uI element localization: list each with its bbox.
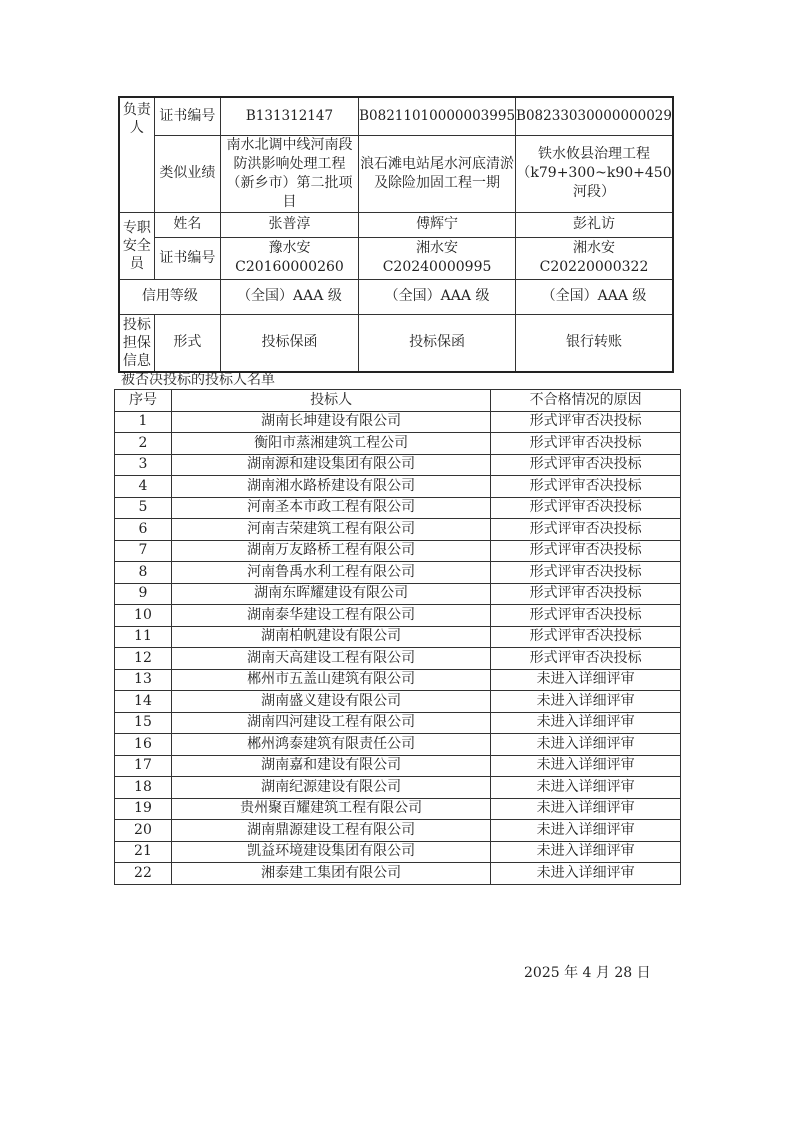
table-row	[115, 777, 681, 799]
row-reason: 形式评审否决投标	[491, 605, 681, 627]
row-reason: 未进入详细评审	[491, 669, 681, 691]
safety-cert-1-line2: C20160000260	[235, 259, 344, 275]
credit-value-2: （全国）AAA 级	[359, 279, 516, 314]
table-row	[115, 669, 681, 691]
guarantee-value-1: 投标保函	[220, 314, 358, 372]
safety-cert-3-line2: C20220000322	[539, 259, 649, 275]
row-index: 6	[115, 519, 172, 541]
row-bidder: 湖南纪源建设有限公司	[171, 777, 490, 799]
row-reason: 未进入详细评审	[491, 734, 681, 756]
credit-value-1: （全国）AAA 级	[220, 279, 358, 314]
row-bidder: 湖南源和建设集团有限公司	[171, 454, 490, 476]
safety-cert-2	[359, 237, 516, 279]
safety-name-row	[119, 212, 673, 237]
safety-officer-label: 专职安全员	[119, 212, 154, 279]
row-index: 17	[115, 755, 172, 777]
similar-project-1: 南水北调中线河南段防洪影响处理工程（新乡市）第二批项目	[220, 135, 358, 212]
row-bidder: 湘泰建工集团有限公司	[171, 863, 490, 885]
row-reason: 形式评审否决投标	[491, 519, 681, 541]
guarantee-value-3: 银行转账	[516, 314, 673, 372]
row-bidder: 湖南天高建设工程有限公司	[171, 648, 490, 670]
row-bidder: 河南吉荣建筑工程有限公司	[171, 519, 490, 541]
similar-projects-row	[119, 135, 673, 212]
credit-label: 信用等级	[119, 279, 220, 314]
cert-no-3: B08233030000000029	[516, 97, 673, 135]
row-bidder: 湖南嘉和建设有限公司	[171, 755, 490, 777]
row-reason: 形式评审否决投标	[491, 540, 681, 562]
row-bidder: 凯益环境建设集团有限公司	[171, 841, 490, 863]
row-reason: 未进入详细评审	[491, 755, 681, 777]
project-manager-table	[118, 96, 674, 373]
row-index: 15	[115, 712, 172, 734]
table-row	[115, 755, 681, 777]
row-bidder: 湖南万友路桥工程有限公司	[171, 540, 490, 562]
row-index: 21	[115, 841, 172, 863]
guarantee-label: 投标担保信息	[119, 314, 154, 372]
table-row	[115, 648, 681, 670]
row-index: 1	[115, 411, 172, 433]
table-row	[115, 605, 681, 627]
guarantee-row	[119, 314, 673, 372]
table-row	[115, 626, 681, 648]
row-bidder: 湖南四河建设工程有限公司	[171, 712, 490, 734]
row-reason: 形式评审否决投标	[491, 497, 681, 519]
row-bidder: 郴州市五盖山建筑有限公司	[171, 669, 490, 691]
safety-name-2: 傅辉宁	[359, 212, 516, 237]
row-reason: 形式评审否决投标	[491, 411, 681, 433]
similar-label: 类似业绩	[154, 135, 220, 212]
safety-cert-label: 证书编号	[154, 237, 220, 279]
row-bidder: 湖南长坤建设有限公司	[171, 411, 490, 433]
table-row	[115, 863, 681, 885]
row-reason: 未进入详细评审	[491, 798, 681, 820]
row-bidder: 湖南柏帆建设有限公司	[171, 626, 490, 648]
table-row	[115, 497, 681, 519]
row-index: 2	[115, 433, 172, 455]
row-bidder: 河南鲁禹水利工程有限公司	[171, 562, 490, 584]
table-row	[115, 562, 681, 584]
row-index: 11	[115, 626, 172, 648]
row-reason: 未进入详细评审	[491, 820, 681, 842]
safety-name-3: 彭礼访	[516, 212, 673, 237]
row-bidder: 湖南泰华建设工程有限公司	[171, 605, 490, 627]
credit-value-3: （全国）AAA 级	[516, 279, 673, 314]
document-date: 2025 年 4 月 28 日	[524, 965, 651, 981]
row-index: 16	[115, 734, 172, 756]
row-bidder: 河南圣本市政工程有限公司	[171, 497, 490, 519]
row-bidder: 湖南东晖耀建设有限公司	[171, 583, 490, 605]
table-row	[115, 433, 681, 455]
table-row	[115, 411, 681, 433]
row-bidder: 郴州鸿泰建筑有限责任公司	[171, 734, 490, 756]
cert-no-row	[119, 97, 673, 135]
header-reason: 不合格情况的原因	[491, 390, 681, 412]
row-index: 7	[115, 540, 172, 562]
table-row	[115, 540, 681, 562]
row-index: 8	[115, 562, 172, 584]
table-row	[115, 691, 681, 713]
name-label: 姓名	[154, 212, 220, 237]
row-index: 13	[115, 669, 172, 691]
row-index: 22	[115, 863, 172, 885]
fuzeren-label: 负责人	[119, 97, 154, 212]
similar-project-3: 铁水攸县治理工程（k79+300~k90+450河段）	[516, 135, 673, 212]
row-bidder: 衡阳市蒸湘建筑工程公司	[171, 433, 490, 455]
cert-no-label: 证书编号	[154, 97, 220, 135]
row-index: 20	[115, 820, 172, 842]
row-reason: 未进入详细评审	[491, 777, 681, 799]
table-row	[115, 798, 681, 820]
row-index: 9	[115, 583, 172, 605]
row-bidder: 贵州聚百耀建筑工程有限公司	[171, 798, 490, 820]
table-row	[115, 841, 681, 863]
row-index: 12	[115, 648, 172, 670]
row-reason: 未进入详细评审	[491, 691, 681, 713]
table-row	[115, 820, 681, 842]
guarantee-value-2: 投标保函	[359, 314, 516, 372]
row-bidder: 湖南湘水路桥建设有限公司	[171, 476, 490, 498]
row-index: 5	[115, 497, 172, 519]
safety-name-1: 张普淳	[220, 212, 358, 237]
rejected-bidders-table	[114, 389, 681, 885]
row-index: 18	[115, 777, 172, 799]
table-row	[115, 734, 681, 756]
rejected-list-title: 被否决投标的投标人名单	[121, 372, 275, 388]
cert-no-2: B08211010000003995	[359, 97, 516, 135]
row-index: 10	[115, 605, 172, 627]
header-bidder: 投标人	[171, 390, 490, 412]
row-reason: 形式评审否决投标	[491, 583, 681, 605]
row-index: 19	[115, 798, 172, 820]
row-bidder: 湖南盛义建设有限公司	[171, 691, 490, 713]
safety-cert-row	[119, 237, 673, 279]
row-reason: 形式评审否决投标	[491, 454, 681, 476]
row-index: 4	[115, 476, 172, 498]
row-reason: 未进入详细评审	[491, 712, 681, 734]
row-reason: 形式评审否决投标	[491, 562, 681, 584]
table-row	[115, 454, 681, 476]
rejected-table-body	[115, 411, 681, 884]
row-index: 3	[115, 454, 172, 476]
table-row	[115, 519, 681, 541]
form-label: 形式	[154, 314, 220, 372]
row-reason: 未进入详细评审	[491, 841, 681, 863]
row-reason: 形式评审否决投标	[491, 433, 681, 455]
table-row	[115, 712, 681, 734]
cert-no-1: B131312147	[220, 97, 358, 135]
credit-row	[119, 279, 673, 314]
similar-project-2: 浪石滩电站尾水河底清淤及除险加固工程一期	[359, 135, 516, 212]
row-index: 14	[115, 691, 172, 713]
table-row	[115, 476, 681, 498]
safety-cert-3	[516, 237, 673, 279]
row-reason: 未进入详细评审	[491, 863, 681, 885]
safety-cert-2-line2: C20240000995	[382, 259, 492, 275]
header-index: 序号	[115, 390, 172, 412]
safety-cert-3-line1: 湘水安	[573, 240, 616, 256]
row-reason: 形式评审否决投标	[491, 476, 681, 498]
rejected-header-row	[115, 390, 681, 412]
row-reason: 形式评审否决投标	[491, 626, 681, 648]
row-bidder: 湖南鼎源建设工程有限公司	[171, 820, 490, 842]
safety-cert-1	[220, 237, 358, 279]
table-row	[115, 583, 681, 605]
safety-cert-1-line1: 豫水安	[268, 240, 311, 256]
row-reason: 形式评审否决投标	[491, 648, 681, 670]
safety-cert-2-line1: 湘水安	[416, 240, 459, 256]
